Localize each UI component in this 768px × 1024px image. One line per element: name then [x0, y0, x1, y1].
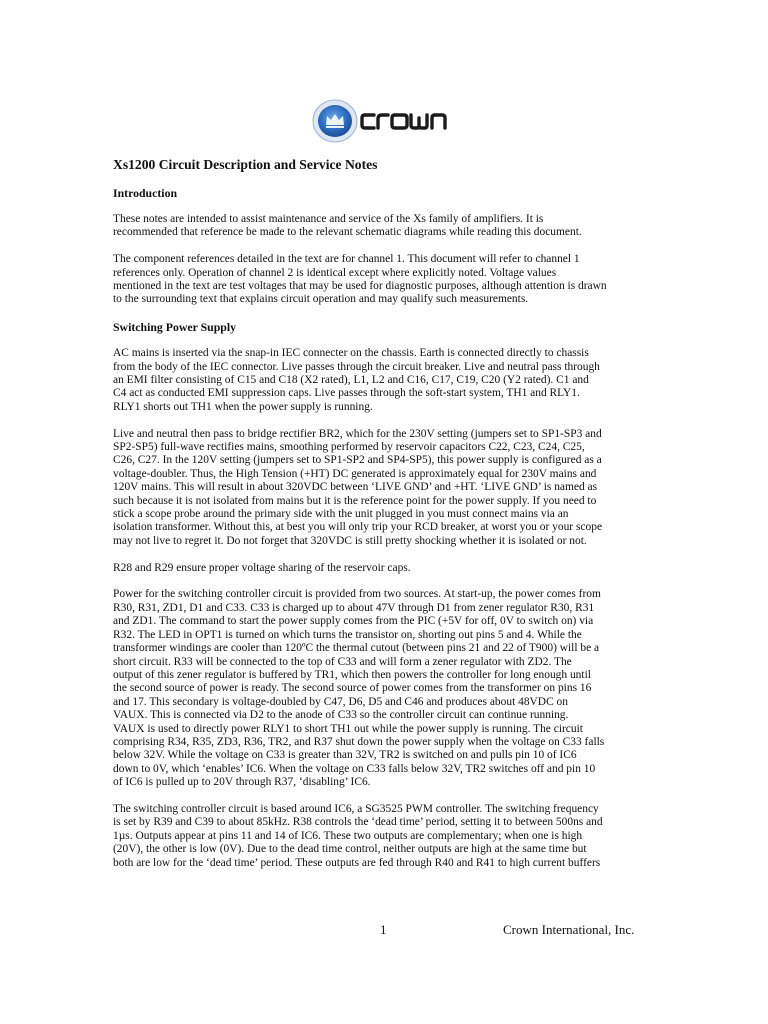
paragraph-line: short circuit. R33 will be connected to the top of C33 and will form a zener regulator with ZD2. The: [113, 655, 572, 668]
footer-company: Crown International, Inc.: [503, 922, 635, 937]
paragraph-line: and 17. This secondary is voltage-doubled by C47, D6, D5 and C46 and produces about 48VDC on: [113, 695, 568, 708]
paragraph-line: C26, C27. In the 120V setting (jumpers set to SP1-SP2 and SP4-SP5), this power supply is configured as a: [113, 454, 602, 467]
paragraph-line: voltage-doubler. Thus, the High Tension (+HT) DC generated is approximately equal for 230V mains and: [113, 467, 597, 480]
paragraph-line: SP2-SP5) full-wave rectifies mains, smoothing performed by reservoir capacitors C22, C23, C24, C25,: [113, 441, 585, 454]
section-heading: Introduction: [113, 186, 178, 200]
paragraph-line: These notes are intended to assist maintenance and service of the Xs family of amplifiers. It is: [113, 213, 544, 225]
paragraph-line: VAUX. This is connected via D2 to the anode of C33 so the controller circuit can continue running.: [113, 709, 569, 722]
paragraph-line: below 32V. While the voltage on C33 is greater than 32V, TR2 is switched on and pulls pin 10 of IC6: [113, 749, 577, 762]
paragraph-line: The component references detailed in the text are for channel 1. This document will refer to channel 1: [113, 253, 580, 266]
paragraph-line: is set by R39 and C39 to about 85kHz. R38 controls the ‘dead time’ period, setting it to between 500ns and: [113, 816, 603, 829]
paragraph-line: the second source of power is ready. The second source of power comes from the transformer on pins 16: [113, 682, 592, 695]
paragraph: [113, 213, 658, 240]
paragraph-line: from the body of the IEC connector. Live passes through the circuit breaker. Live and neutral pass through: [113, 360, 600, 373]
paragraph-line: isolation transformer. Without this, at best you will only trip your RCD breaker, at worst you or your scope: [113, 521, 603, 534]
paragraph-line: down to 0V, which ‘enables’ IC6. When the voltage on C33 falls below 32V, TR2 switches off and pin 10: [113, 762, 596, 775]
paragraph-line: output of this zener regulator is buffered by TR1, which then powers the controller for long enough until: [113, 668, 591, 681]
paragraph-line: of IC6 is pulled up to 20V through R37, ‘disabling’ IC6.: [113, 776, 371, 789]
paragraph-line: VAUX is used to directly power RLY1 to short TH1 out while the power supply is running. The circuit: [113, 722, 583, 735]
paragraph-line: references only. Operation of channel 2 is identical except where explicitly noted. Voltage values: [113, 266, 557, 279]
paragraph-line: Power for the switching controller circuit is provided from two sources. At start-up, the power comes from: [113, 588, 601, 601]
paragraph-line: 120V mains. This will result in about 320VDC between ‘LIVE GND’ and +HT. ‘LIVE GND’ is named as: [113, 481, 598, 494]
paragraph: [113, 588, 658, 789]
sections-container: [113, 186, 658, 870]
paragraph-line: transformer windings are cooler than 120ºC the thermal cutout (between pins 21 and 22 of T900) will be a: [113, 642, 600, 655]
paragraph-line: comprising R34, R35, ZD3, R36, TR2, and R37 shut down the power supply when the voltage on C33 falls: [113, 735, 605, 748]
paragraph-line: The switching controller circuit is based around IC6, a SG3525 PWM controller. The switching frequency: [113, 802, 599, 815]
paragraph-line: stick a scope probe around the primary side with the unit plugged in you must connect mains via an: [113, 508, 569, 521]
paragraph-line: R32. The LED in OPT1 is turned on which turns the transistor on, shorting out pins 5 and 4. While the: [113, 628, 582, 641]
paragraph-line: R28 and R29 ensure proper voltage sharing of the reservoir caps.: [113, 561, 411, 574]
paragraph-line: to the surrounding text that explains circuit operation and may qualify such measurements.: [113, 293, 529, 306]
paragraph-line: (20V), the other is low (0V). Due to the dead time control, neither outputs are high at the same time but: [113, 843, 587, 856]
paragraph: [113, 803, 658, 870]
section-heading: Switching Power Supply: [113, 320, 237, 335]
crown-logo: [312, 98, 462, 144]
paragraph-line: mentioned in the text are test voltages that may be used for diagnostic purposes, although attention is drawn: [113, 280, 607, 293]
paragraph-line: may not live to regret it. Do not forget that 320VDC is still pretty shocking whether it is isolated or not.: [113, 534, 587, 547]
document-body: [113, 157, 658, 883]
paragraph-line: both are low for the ‘dead time’ period. These outputs are fed through R40 and R41 to high current buffers: [113, 856, 601, 869]
paragraph-line: Live and neutral then pass to bridge rectifier BR2, which for the 230V setting (jumpers set to SP1-SP3 and: [113, 427, 602, 440]
paragraph: [113, 562, 658, 575]
paragraph: [113, 347, 658, 414]
paragraph: [113, 428, 658, 549]
paragraph-line: R30, R31, ZD1, D1 and C33. C33 is charged up to about 47V through D1 from zener regulator R30, R31: [113, 601, 595, 614]
paragraph-line: C4 act as conducted EMI suppression caps. Live passes through the soft-start system, TH1 and RLY1.: [113, 387, 580, 400]
paragraph-line: 1µs. Outputs appear at pins 11 and 14 of IC6. These two outputs are complementary; when one is high: [113, 829, 583, 842]
paragraph-line: AC mains is inserted via the snap-in IEC connecter on the chassis. Earth is connected directly to chassis: [113, 347, 589, 360]
document-title: Xs1200 Circuit Description and Service Notes: [113, 157, 378, 172]
page-number: 1: [380, 922, 387, 937]
paragraph: [113, 253, 658, 307]
paragraph-line: recommended that reference be made to the relevant schematic diagrams while reading this document.: [113, 226, 582, 239]
paragraph-line: an EMI filter consisting of C15 and C18 (X2 rated), L1, L2 and C16, C17, C19, C20 (Y2 rated). C1 and: [113, 374, 589, 387]
paragraph-line: such because it is not isolated from mains but it is the reference point for the power supply. If you need to: [113, 494, 597, 507]
paragraph-line: RLY1 shorts out TH1 when the power supply is running.: [113, 400, 373, 413]
paragraph-line: and ZD1. The command to start the power supply comes from the PIC (+5V for off, 0V to switch on) via: [113, 615, 594, 628]
